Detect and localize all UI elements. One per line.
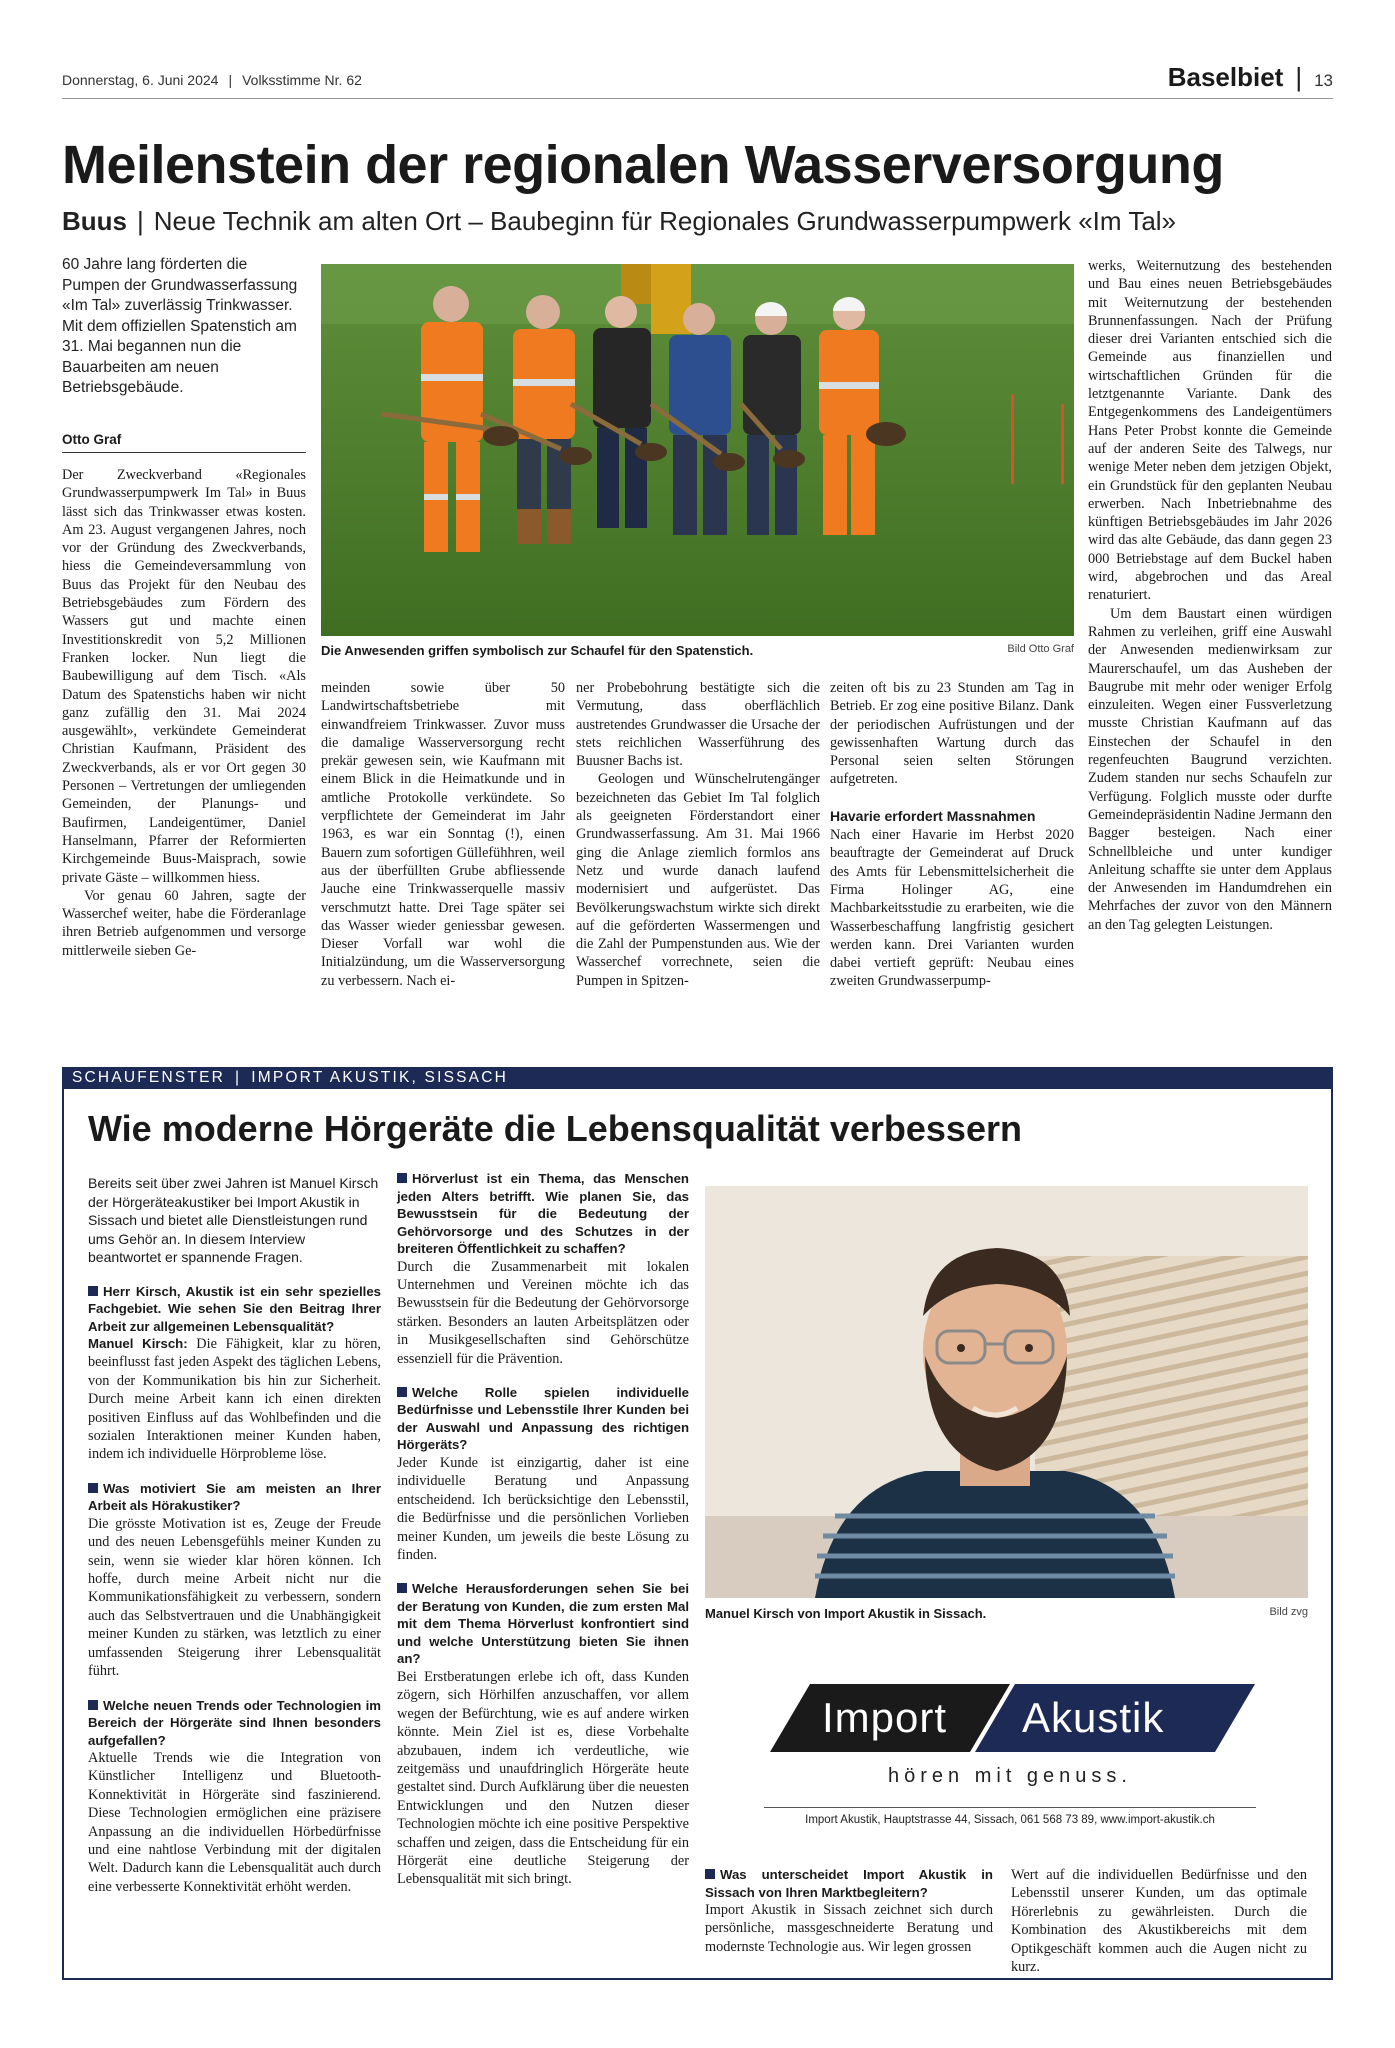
article-column-2: [321, 679, 565, 990]
article-place: Buus: [62, 206, 127, 236]
page-header-meta: [62, 72, 362, 88]
header-separator: |: [228, 72, 233, 88]
interview-answer: Durch die Zusammenarbeit mit lokalen Unternehmen und Vereinen möchte ich das Bewusstsein für die Bedeutung der Gehörvorsorge stärken. Besonders an lauten Arbeitsplätzen oder in Musikgesellschaften sind Gehörschütze essenziell für die Prävention.: [397, 1258, 689, 1367]
question-bullet-icon: [88, 1286, 98, 1296]
logo-slogan: hören mit genuss.: [888, 1765, 1132, 1787]
question-text: Welche neuen Trends oder Technologien im Bereich der Hörgeräte sind Ihnen besonders aufgefallen?: [88, 1697, 381, 1748]
article-lead: 60 Jahre lang förderten die Pumpen der Grundwasserfassung «Im Tal» zuverlässig Trinkwasser. Mit dem offiziellen Spatenstich am 31. Mai begannen nun die Bauarbeiten am neuen Betriebsgebäude.: [62, 256, 298, 396]
subtitle-separator: |: [137, 206, 144, 236]
interview-column-4: [1011, 1866, 1307, 1976]
portrait-photo: [705, 1186, 1308, 1598]
portrait-credit: Bild zvg: [1269, 1606, 1308, 1618]
answer-text: Die Fähigkeit, klar zu hören, beeinflusst fast jeden Aspekt des täglichen Lebens, von der Kommunikation bis hin zur Sicherheit. Durch meine Arbeit kann ich einen direkten positiven Einfluss auf das Wohlbefinden und die sozialen Interaktionen meiner Kunden haben, indem ich individuelle Hörprobleme löse.: [88, 1336, 382, 1463]
interview-answer: Die grösste Motivation ist es, Zeuge der Freude und des neuen Lebensgefühls meiner Kunden zu sein, wenn sie wieder klar hören können. Ich hoffe, durch meine Arbeit nicht nur die Kommunikationsfähigkeit zu verbessern, sondern auch das Selbstvertrauen und die Unabhängigkeit meiner Kunden zu stärken, was letztlich zu einer umfassenden Steigerung ihrer Lebensqualität führt.: [88, 1515, 381, 1680]
portrait-caption-row: [705, 1606, 1308, 1621]
page-number: 13: [1314, 71, 1333, 90]
interview-question: [705, 1866, 993, 1901]
article-paragraph: Der Zweckverband «Regionales Grundwasserpumpwerk Im Tal» in Buus lässt sich das Trinkwasser etwas kosten. Am 23. August vergangenen Jahres, noch vor der Gründung des Zweckverbands, hiess die Gemeindeversammlung von Buus das Projekt für den Neubau des Betriebsgebäudes zum Fördern des Wassers gut und machte einen Investitionskredit von 5,2 Millionen Franken locker. Nun liegt die Baubewilligung auf dem Tisch. «Als Datum des Spatenstichs haben wir nicht ganz zufällig den 31. Mai 2024 ausgewählt», verkündete Gemeinderat Christian Kaufmann, Präsident des Zweckverbands, als er vor Ort gegen 30 Personen – Vertretungen der umliegenden Gemeinden, der Planungs- und Baufirmen, Landeigentümer, Daniel Hanselmann, Pfarrer der Reformierten Kirchgemeinde Buus-Maisprach, sowie private Gäste – willkommen hiess.: [62, 467, 306, 886]
advertorial-separator: |: [235, 1069, 242, 1086]
portrait-caption: Manuel Kirsch von Import Akustik in Sissach.: [705, 1606, 987, 1621]
interview-answer: Import Akustik in Sissach zeichnet sich durch persönliche, massgeschneiderte Beratung und modernste Technologie aus. Wir legen grossen: [705, 1902, 993, 1955]
interview-answer: [88, 1335, 381, 1464]
issue-date: Donnerstag, 6. Juni 2024: [62, 72, 219, 88]
interview-question: [397, 1170, 689, 1258]
interview-question: [88, 1480, 381, 1515]
article-subheading: Havarie erfordert Massnahmen: [830, 807, 1036, 824]
advertorial-label-bar: [62, 1067, 1333, 1089]
article-author: Otto Graf: [62, 432, 122, 447]
interview-answer: Bei Erstberatungen erlebe ich oft, dass Kunden zögern, sich Hörhilfen anzuschaffen, vor allem wegen der Befürchtung, wie es auf andere wirken könnte. Mein Ziel ist es, diese Vorbehalte abzubauen, indem ich verdeutliche, wie zeitgemäss und unaufdringlich Hörgeräte heute gestaltet sind. Durch Aufklärung über die neuesten Entwicklungen und den Nutzen dieser Technologien möchte ich eine positive Perspektive schaffen und zeigen, dass die Entscheidung für ein Hörgerät eine deutliche Steigerung der Lebensqualität mit sich bringt.: [397, 1668, 689, 1888]
question-text: Was unterscheidet Import Akustik in Sissach von Ihren Marktbegleitern?: [705, 1867, 993, 1900]
interview-question: [397, 1384, 689, 1454]
interview-answer: Wert auf die individuellen Bedürfnisse und den Lebensstil unserer Kunden, um das optimale Hörerlebnis zu gewährleisten. Durch die Kombination des Akustikbereichs mit dem Optikgeschäft kommen auch die Augen nicht zu kurz.: [1011, 1867, 1307, 1976]
interview-question: [88, 1697, 381, 1750]
article-column-5: [1088, 257, 1332, 934]
question-text: Herr Kirsch, Akustik ist ein sehr spezielles Fachgebiet. Wie sehen Sie den Beitrag Ihrer Arbeit zur allgemeinen Lebensqualität?: [88, 1283, 381, 1334]
interview-answer: Jeder Kunde ist einzigartig, daher ist eine individuelle Beratung und Anpassung entscheidend. Ich berücksichtige den Lebensstil, die Bedürfnisse und die persönlichen Vorlieben meiner Kunden, um jeweils die beste Lösung zu finden.: [397, 1454, 689, 1563]
interview-column-1: [88, 1174, 381, 1896]
question-text: Welche Herausforderungen sehen Sie bei der Beratung von Kunden, die zum ersten Mal mit dem Thema Hörverlust konfrontiert sind und welche Unterstützung bieten Sie ihnen an?: [397, 1581, 689, 1667]
article-paragraph: Um dem Baustart einen würdigen Rahmen zu verleihen, griff eine Auswahl der Anwesenden medienwirksam zur Maurerschaufel, um das Ausheben der Baugrube mit mehr oder weniger Erfolg einzuleiten. Wegen einer Fussverletzung musste Christian Kaufmann auf das Einstechen der Schaufel in den regenfeuchten Baugrund verzichten. Zudem standen nur sechs Schaufeln zur Verfügung. Folglich musste oder durfte Gemeindepräsidentin Nadine Jermann den Bagger besteigen. Nach einer Schnellbleiche und unter kundiger Anleitung schaffte sie unter dem Applaus der Anwesenden im Handumdrehen ein Mehrfaches der zuvor von den Männern an den Tag gelegten Leistungen.: [1088, 605, 1332, 933]
question-text: Welche Rolle spielen individuelle Bedürfnisse und Lebensstile Ihrer Kunden bei der Auswahl und Anpassung des richtigen Hörgeräts?: [397, 1384, 689, 1453]
article-paragraph: Geologen und Wünschelrutengänger bezeichneten das Gebiet Im Tal folglich als geeigneten Förderstandort einer Grundwasserfassung. Am 31. Mai 1966 ging die Anlage ziemlich formlos ans Netz und wurde danach laufend modernisiert und aufgerüstet. Das Bevölkerungswachstum wirkte sich direkt auf die geförderten Wassermengen und die Zahl der Pumpenstunden aus. Wie der Wasserchef vorrechnete, seien die Pumpen in Spitzen-: [576, 771, 820, 989]
answer-speaker: Manuel Kirsch:: [88, 1336, 188, 1351]
question-text: Hörverlust ist ein Thema, das Menschen jeden Alters betrifft. Wie planen Sie, das Bewusstsein für die Bedeutung der Gehörvorsorge und des Schutzes in der breiteren Öffentlichkeit zu schaffen?: [397, 1171, 689, 1256]
article-paragraph: ner Probebohrung bestätigte sich die Vermutung, dass oberflächlich austretendes Grundwasser die Ursache der stets reichlichen Wasserführung des Buusner Bachs ist.: [576, 680, 820, 770]
article-column-1: [62, 466, 306, 960]
address-divider: [764, 1807, 1256, 1808]
article-subtitle: [62, 206, 1176, 237]
logo-word-akustik: Akustik: [1022, 1694, 1165, 1741]
groundbreaking-photo: [321, 264, 1074, 636]
question-text: Was motiviert Sie am meisten an Ihrer Arbeit als Hörakustiker?: [88, 1480, 381, 1514]
section-name: Baselbiet: [1167, 62, 1284, 92]
photo-caption: Die Anwesenden griffen symbolisch zur Schaufel für den Spatenstich.: [321, 643, 754, 658]
question-bullet-icon: [397, 1173, 407, 1183]
question-bullet-icon: [88, 1483, 98, 1493]
question-bullet-icon: [705, 1869, 715, 1879]
logo-word-import: Import: [822, 1694, 948, 1741]
article-paragraph: Nach einer Havarie im Herbst 2020 beauftragte der Gemeinderat auf Druck des Amts für Lebensmittelsicherheit die Firma Holinger AG, eine Machbarkeitsstudie zu erarbeiten, wie die Wasserbeschaffung langfristig gesichert werden kann. Drei Varianten wurden dabei vertieft geprüft: Neubau eines zweiten Grundwasserpump-: [830, 827, 1074, 990]
company-address: Import Akustik, Hauptstrasse 44, Sissach, 061 568 73 89, www.import-akustik.ch: [805, 1814, 1215, 1826]
article-column-4: [830, 679, 1074, 991]
article-paragraph: Vor genau 60 Jahren, sagte der Wasserchef weiter, habe die Förderanlage ihren Betrieb aufgenommen und versorge mittlerweile sieben Ge-: [62, 887, 306, 959]
article-paragraph: meinden sowie über 50 Landwirtschaftsbetriebe mit einwandfreiem Trinkwasser. Zuvor muss die damalige Wasserversorgung recht prekär gewesen sein, wie Kaufmann mit einem Blick in die Heimatkunde und in amtliche Protokolle verkündete. So verpflichtete der Gemeinderat im Jahr 1963, es war ein Sonntag (!), einen Bauern zum sofortigen Güllefühhren, weil aus der überfüllten Grube abfliessende Jauche eine Trinkwasserquelle massiv verschmutzt hatte. Drei Tage später sei das Wasser wieder geniessbar gewesen. Dieser Vorfall war wohl die Initialzündung, um die Wasserversorgung zu verbessern. Nach ei-: [321, 680, 565, 989]
article-subtitle-text: Neue Technik am alten Ort – Baubeginn für Regionales Grundwasserpumpwerk «Im Tal»: [153, 206, 1177, 236]
issue-number: Volksstimme Nr. 62: [242, 72, 362, 88]
article-paragraph: zeiten oft bis zu 23 Stunden am Tag in Betrieb. Er zog eine positive Bilanz. Dank der periodischen Aufrüstungen und der gewissenhaften Wartung durch das Personal seien selten Störungen aufgetreten.: [830, 680, 1074, 788]
photo-credit: Bild Otto Graf: [1007, 643, 1074, 655]
article-paragraph: werks, Weiternutzung des bestehenden und Bau eines neuen Betriebsgebäudes mit Weiternutzung der bestehenden Brunnenfassungen. Nach der Prüfung dieser drei Varianten entschied sich die Gemeinde aus finanziellen und wirtschaftlichen Gründen für die letztgenannte Variante. Dank des Entgegenkommens des Landeigentümers Hans Peter Probst konnte die Gemeinde auf der anderen Seite des Talwegs, nur wenige Meter neben dem jetzigen Objekt, ein Grundstück für den geplanten Neubau erwerben. Nach Inbetriebnahme des künftigen Betriebsgebäudes im Jahr 2026 wird das alte Gebäude, das dann gegen 23 000 Betriebstage auf dem Buckel haben wird, abgebrochen und das Areal renaturiert.: [1088, 258, 1332, 604]
page-header-section: [1168, 62, 1333, 93]
question-bullet-icon: [397, 1583, 407, 1593]
question-bullet-icon: [88, 1700, 98, 1710]
interview-intro: Bereits seit über zwei Jahren ist Manuel Kirsch der Hörgeräteakustiker bei Import Akustik in Sissach und bietet alle Dienstleistungen rund ums Gehör an. In diesem Interview beantwortet er spannende Fragen.: [88, 1175, 379, 1265]
interview-question: [88, 1283, 381, 1336]
section-separator: |: [1295, 62, 1303, 92]
article-column-3: [576, 679, 820, 990]
interview-column-2: [397, 1170, 689, 1889]
photo-caption-row: [321, 643, 1074, 658]
advertorial-company: IMPORT AKUSTIK, SISSACH: [251, 1069, 508, 1086]
interview-answer: Aktuelle Trends wie die Integration von Künstlicher Intelligenz und Bluetooth-Konnektivität in Hörgeräte sind faszinierend. Diese Technologien ermöglichen eine präzisere Anpassung an die individuellen Hörbedürfnisse und eine nahtlose Verbindung mit der digitalen Welt. Dadurch kann die Lebensqualität auch durch eine verbesserte Konnektivität erhöht werden.: [88, 1750, 381, 1895]
interview-question: [397, 1580, 689, 1668]
logo-wordmark: [760, 1688, 1260, 1748]
author-divider: [62, 452, 306, 453]
question-bullet-icon: [397, 1387, 407, 1397]
advertorial-label: SCHAUFENSTER: [72, 1069, 225, 1086]
interview-column-3: [705, 1866, 993, 1956]
article-headline: Meilenstein der regionalen Wasserversorgung: [62, 135, 1224, 195]
advertorial-title: Wie moderne Hörgeräte die Lebensqualität verbessern: [88, 1108, 1022, 1149]
header-divider: [62, 98, 1333, 99]
